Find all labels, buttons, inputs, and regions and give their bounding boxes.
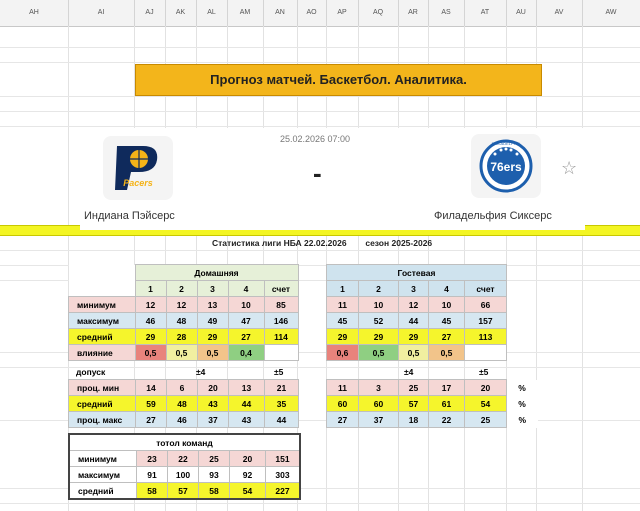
column-header[interactable]: AN bbox=[263, 0, 298, 26]
column-header[interactable]: AO bbox=[297, 0, 327, 26]
column-header-bar bbox=[0, 0, 640, 27]
column-header[interactable]: AW bbox=[582, 0, 640, 26]
home-team-name: Индиана Пэйсерс bbox=[84, 210, 175, 222]
column-header[interactable]: AI bbox=[68, 0, 135, 26]
svg-text:Pacers: Pacers bbox=[123, 178, 153, 188]
score-separator: - bbox=[313, 158, 322, 188]
stats-title: Статистика лиги НБА 22.02.2026 bbox=[212, 238, 347, 248]
column-header[interactable]: AS bbox=[428, 0, 465, 26]
table-row: средний 59 48 43 44 35 bbox=[69, 396, 299, 412]
column-header[interactable]: AL bbox=[196, 0, 228, 26]
column-header[interactable]: AH bbox=[0, 0, 69, 26]
table-row: минимум 12 12 13 10 85 bbox=[69, 297, 299, 313]
home-stats-table: Домашняя 1 2 3 4 счет минимум 12 12 13 10 85 максимум 46 48 49 47 146 средний 29 28 29 27 114 влияние 0,5 0,5 0,5 0,4 bbox=[68, 264, 299, 361]
table-row: 27 37 18 22 25 % bbox=[327, 412, 538, 428]
home-score-tolerance: ±5 bbox=[274, 367, 284, 377]
tolerance-away-table bbox=[326, 379, 538, 428]
sixers-logo-icon bbox=[471, 134, 541, 198]
favorite-star-icon[interactable]: ☆ bbox=[561, 158, 578, 178]
column-header[interactable]: AV bbox=[536, 0, 583, 26]
table-row: 60 60 57 61 54 % bbox=[327, 396, 538, 412]
table-row: 0,6 0,5 0,5 0,5 bbox=[327, 345, 507, 361]
column-header[interactable]: AM bbox=[227, 0, 264, 26]
column-header[interactable]: AR bbox=[398, 0, 429, 26]
column-header[interactable]: AK bbox=[165, 0, 197, 26]
match-datetime: 25.02.2026 07:00 bbox=[280, 134, 351, 144]
table-row: проц. мин 14 6 20 13 21 bbox=[69, 380, 299, 396]
home-table-title: Домашняя bbox=[135, 265, 298, 281]
table-row: 45 52 44 45 157 bbox=[327, 313, 507, 329]
banner-title: Прогноз матчей. Баскетбол. Аналитика. bbox=[135, 64, 542, 96]
tolerance-home-table bbox=[68, 379, 299, 428]
table-row: средний 29 28 29 27 114 bbox=[69, 329, 299, 345]
home-quarter-tolerance: ±4 bbox=[196, 367, 206, 377]
away-table-title: Гостевая bbox=[327, 265, 507, 281]
table-row: максимум 46 48 49 47 146 bbox=[69, 313, 299, 329]
table-row: минимум 23 22 25 20 151 bbox=[69, 451, 300, 467]
season-label: сезон 2025-2026 bbox=[365, 238, 433, 248]
table-row: 29 29 29 27 113 bbox=[327, 329, 507, 345]
table-row: средний 58 57 58 54 227 bbox=[69, 483, 300, 500]
column-header[interactable]: AJ bbox=[134, 0, 166, 26]
column-header[interactable]: AU bbox=[506, 0, 537, 26]
table-row: проц. макс 27 46 37 43 44 bbox=[69, 412, 299, 428]
column-header[interactable]: AT bbox=[464, 0, 507, 26]
away-stats-table: Гостевая 1 2 3 4 счет 11 10 12 10 66 45 52 44 45 157 29 29 29 27 113 0,6 0,5 0,5 0,5 bbox=[326, 264, 507, 361]
pacers-logo-icon bbox=[103, 136, 173, 200]
home-team-logo[interactable] bbox=[103, 136, 173, 200]
away-team-name: Филадельфия Сиксерс bbox=[434, 210, 552, 222]
table-row: влияние 0,5 0,5 0,5 0,4 bbox=[69, 345, 299, 361]
table-row: максимум 91 100 93 92 303 bbox=[69, 467, 300, 483]
table-row: 11 10 12 10 66 bbox=[327, 297, 507, 313]
away-score-tolerance: ±5 bbox=[479, 367, 489, 377]
svg-text:PHILADELPHIA: PHILADELPHIA bbox=[491, 141, 521, 146]
svg-text:76ers: 76ers bbox=[490, 160, 522, 174]
column-header[interactable]: AQ bbox=[358, 0, 399, 26]
total-table bbox=[68, 433, 301, 500]
tolerance-label: допуск bbox=[76, 367, 106, 377]
stats-headline bbox=[212, 238, 432, 248]
column-header[interactable]: AP bbox=[326, 0, 359, 26]
away-quarter-tolerance: ±4 bbox=[404, 367, 414, 377]
total-title: тотол команд bbox=[69, 434, 300, 451]
away-team-logo[interactable] bbox=[471, 134, 541, 198]
table-row: 11 3 25 17 20 % bbox=[327, 380, 538, 396]
